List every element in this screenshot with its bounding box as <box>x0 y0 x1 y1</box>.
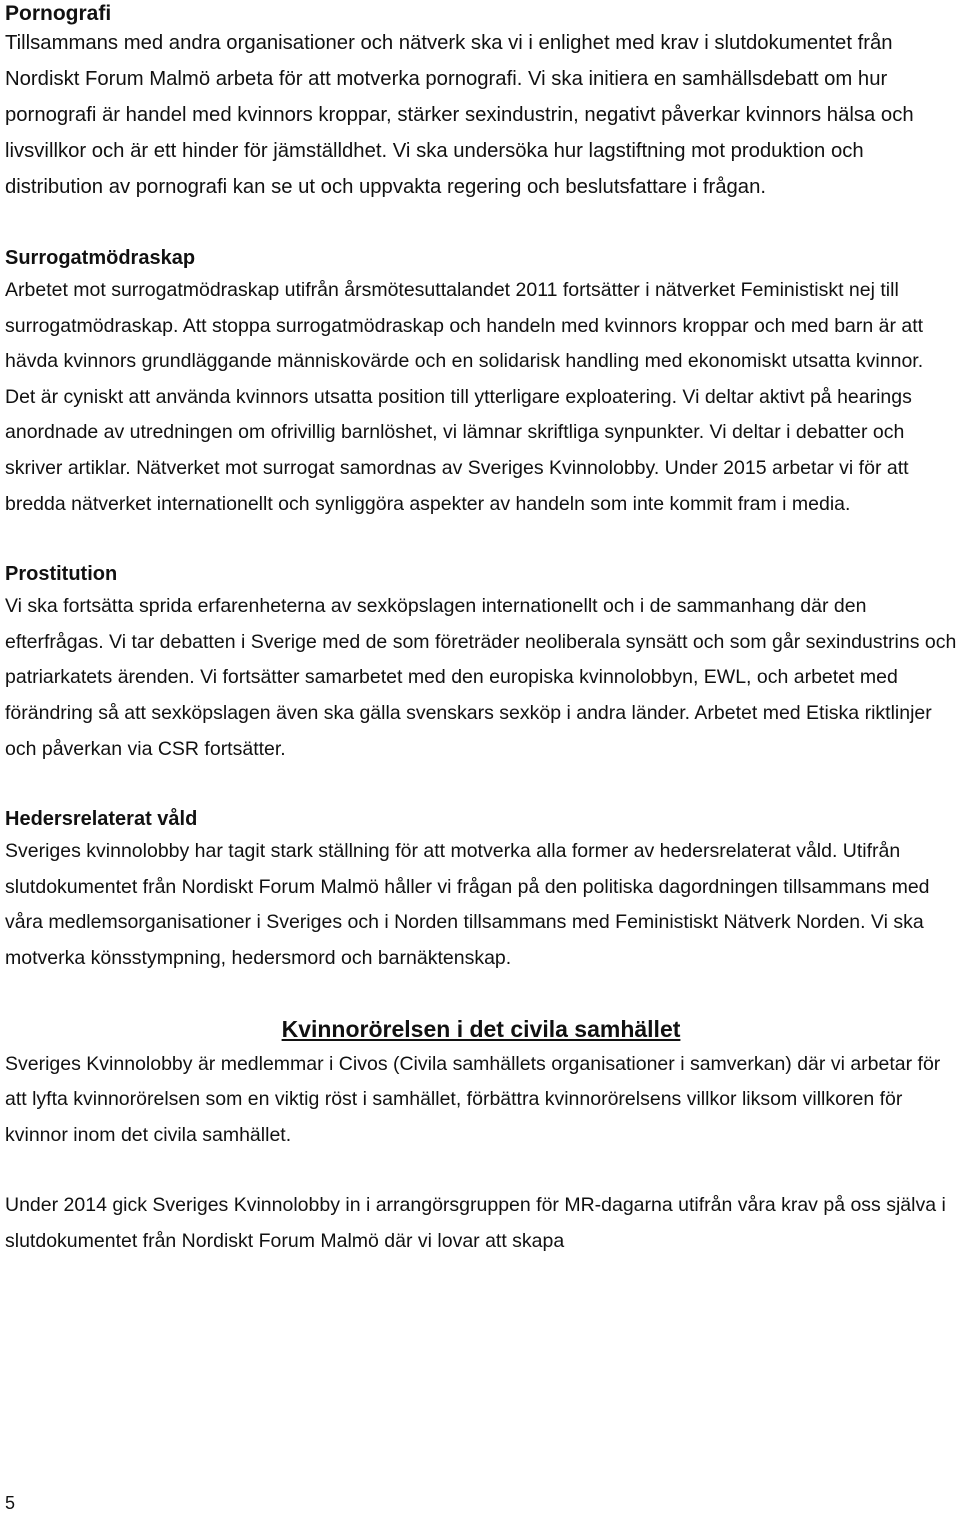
spacer <box>5 522 957 557</box>
section-text <box>5 25 957 205</box>
section-heading: Prostitution <box>5 563 118 586</box>
section-heading: Hedersrelaterat våld <box>5 808 198 831</box>
spacer <box>5 977 957 1003</box>
section-text: Arbetet mot surrogatmödraskap utifrån årsmötesuttalandet 2011 fortsätter i nätverket Feministiskt nej till surrogatmödraskap. Att stoppa surrogatmödraskap och handeln med kvinnors kroppar och med barn är att hävda kvinnors grundläggande människovärde och en solidarisk handling med ekonomiskt utsatta kvinnor. Det är cyniskt att använda kvinnors utsatta position till ytterligare exploatering. Vi deltar aktivt på hearings anordnade av utredningen om ofrivillig barnlöshet, vi lämnar skriftliga synpunkter. Vi deltar i debatter och skriver artiklar. Nätverket mot surrogat samordnas av Sveriges Kvinnolobby. Under 2015 arbetar vi för att bredda nätverket internationellt och synliggöra aspekter av handeln som inte kommit fram i media. <box>5 279 924 515</box>
section-civila-samhallet <box>5 1003 957 1260</box>
section-text: Sveriges kvinnolobby har tagit stark ställning för att motverka alla former av hedersrelaterat våld. Utifrån slutdokumentet från Nordiskt Forum Malmö håller vi frågan på den politiska dagordningen tillsammans med våra medlemsorganisationer i Sveriges och i Norden tillsammans med Feministiskt Nätverk Norden. Vi ska motverka könsstympning, hedersmord och barnäktenskap. <box>5 840 930 969</box>
spacer <box>5 767 957 802</box>
document-page <box>5 0 957 1259</box>
section-hedersrelaterat-vald <box>5 802 957 976</box>
section-pornografi <box>5 0 957 205</box>
section-heading: Pornografi <box>5 2 112 25</box>
page-number: 5 <box>5 1493 16 1513</box>
chapter-heading: Kvinnorörelsen i det civila samhället <box>281 1015 681 1042</box>
section-text-part-2: Vi ska undersöka hur lagstiftning mot produktion och distribution av pornografi kan se ut och uppvakta regering och beslutsfattare i frågan. <box>5 140 864 198</box>
section-text: Under 2014 gick Sveriges Kvinnolobby in i arrangörsgruppen för MR-dagarna utifrån våra krav på oss själva i slutdokumentet från Nordiskt Forum Malmö där vi lovar att skapa <box>5 1194 946 1252</box>
section-prostitution <box>5 557 957 767</box>
section-surrogatmodraskap <box>5 241 957 522</box>
spacer <box>5 1153 957 1188</box>
spacer <box>5 205 957 241</box>
section-text: Vi ska fortsätta sprida erfarenheterna av sexköpslagen internationellt och i de sammanhang där den efterfrågas. Vi tar debatten i Sverige med de som företräder neoliberala synsätt och som går sexindustrins och patriarkatets ärenden. Vi fortsätter samarbetet med den europiska kvinnolobbyn, EWL, och arbetet med förändring så att sexköpslagen även ska gälla svenskars sexköp i andra länder. Arbetet med Etiska riktlinjer och påverkan via CSR fortsätter. <box>5 595 957 760</box>
section-text-part-1: Tillsammans med andra organisationer och nätverk ska vi i enlighet med krav i slutdokumentet från Nordiskt Forum Malmö arbeta för att motverka pornografi. Vi ska initiera en samhällsdebatt om hur pornografi är handel med kvinnors kroppar, stärker sexindustrin, negativt påverkar kvinnors hälsa och livsvillkor och är ett hinder för jämställdhet. <box>5 32 914 162</box>
section-heading: Surrogatmödraskap <box>5 247 196 269</box>
section-text: Sveriges Kvinnolobby är medlemmar i Civos (Civila samhällets organisationer i samverkan) där vi arbetar för att lyfta kvinnorörelsen som en viktig röst i samhället, förbättra kvinnorörelsens villkor liksom villkoren för kvinnor inom det civila samhället. <box>5 1052 941 1146</box>
